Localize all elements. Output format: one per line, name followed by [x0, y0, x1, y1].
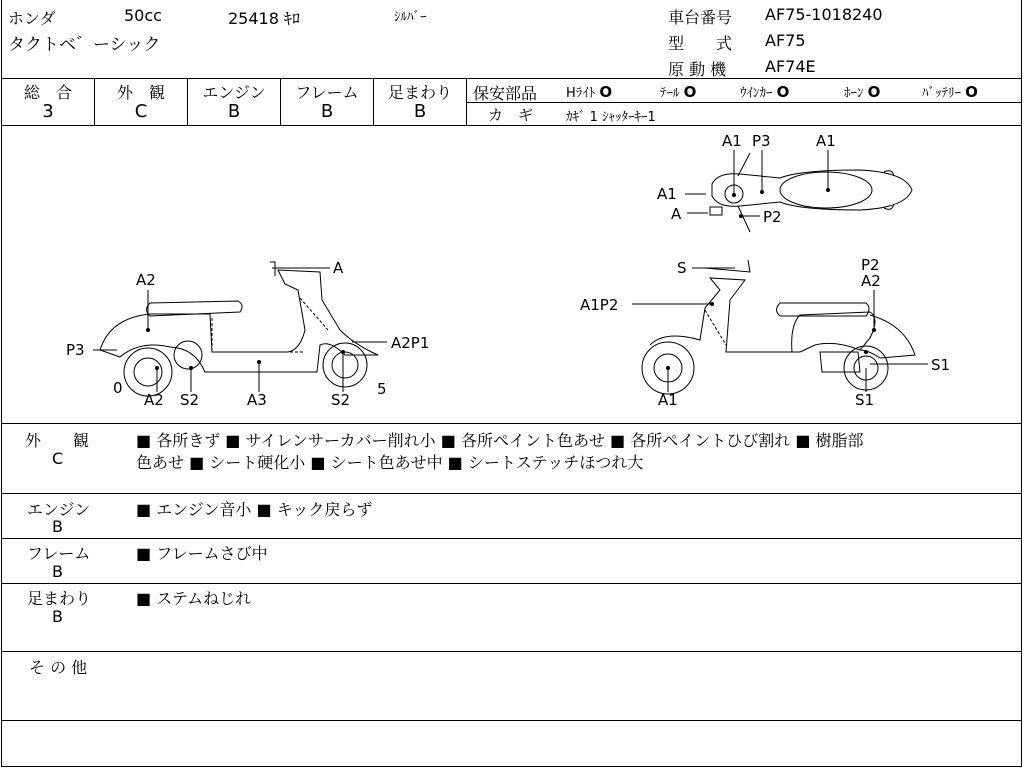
maker: ホンダ: [8, 9, 56, 28]
notes-engine-grade: B: [52, 517, 63, 536]
divider: [1, 583, 1022, 584]
damage-label: P3: [752, 132, 771, 150]
divider: [1, 766, 1022, 767]
damage-label: A3: [247, 391, 267, 409]
notes-exterior-label: 外 観: [25, 431, 90, 450]
divider: [1, 651, 1022, 652]
grade-exterior-label: 外 観: [116, 83, 165, 102]
grade-suspension-label: 足まわり: [387, 83, 452, 102]
color: ｼﾙﾊﾞｰ: [394, 10, 427, 25]
damage-label: A: [333, 259, 344, 277]
safety-item-tail: ﾃｰﾙ O: [660, 83, 697, 101]
grade-total-label: 総 合: [23, 83, 72, 102]
notes-suspension-label: 足まわり: [27, 589, 92, 608]
grade-total-value: 3: [42, 101, 54, 122]
chassis-label: 車台番号: [668, 8, 733, 27]
damage-label: A1: [816, 132, 836, 150]
notes-frame-text: ■ フレームさび中: [136, 544, 268, 563]
damage-label: S2: [331, 391, 351, 409]
damage-label: A2P1: [391, 334, 430, 352]
damage-label: A: [671, 205, 682, 223]
notes-suspension-text: ■ ステムねじれ: [136, 589, 252, 608]
key-label: カ ギ: [488, 106, 534, 124]
safety-item-horn: ﾎｰﾝ O: [844, 83, 881, 101]
divider: [1, 720, 1022, 721]
damage-label: A2: [136, 271, 156, 289]
safety-item-winker: ｳｲﾝｶｰ O: [740, 83, 790, 101]
displacement: 50cc: [124, 6, 162, 25]
grade-engine-label: エンジン: [202, 83, 266, 102]
grade-suspension-value: B: [413, 101, 427, 122]
grade-frame-label: フレーム: [295, 83, 359, 102]
notes-exterior-text: ■ 各所きず ■ サイレンサーカバー削れ小 ■ 各所ペイント色あせ ■ 各所ペイントひび割れ ■ 樹脂部: [136, 431, 864, 450]
damage-label: A1P2: [580, 296, 619, 314]
grade-exterior-value: C: [134, 101, 148, 122]
damage-label: A1: [658, 391, 678, 409]
notes-exterior-text-cont: 色あせ ■ シート硬化小 ■ シート色あせ中 ■ シートステッチほつれ大: [136, 453, 644, 472]
damage-label: S1: [931, 356, 951, 374]
key-value: ｶｷﾞ 1 ｼｬｯﾀｰｷｰ1: [566, 110, 656, 125]
damage-label: P2: [763, 208, 782, 226]
notes-suspension-grade: B: [52, 607, 63, 626]
grade-frame-value: B: [320, 101, 334, 122]
type-value: AF75: [765, 31, 806, 50]
damage-label: 0: [113, 379, 123, 397]
type-label: 型 式: [668, 34, 733, 53]
scooter-top: [710, 153, 912, 232]
grade-engine-value: B: [227, 101, 241, 122]
damage-label: S: [677, 259, 687, 277]
engine-model-value: AF74E: [765, 57, 816, 76]
safety-label: 保安部品: [473, 84, 538, 103]
notes-engine-text: ■ エンジン音小 ■ キック戻らず: [136, 500, 373, 519]
safety-item-battery: ﾊﾞｯﾃﾘｰ O: [922, 83, 978, 101]
damage-label: S1: [855, 391, 875, 409]
notes-frame-grade: B: [52, 562, 63, 581]
damage-label: S2: [180, 391, 200, 409]
notes-other-label: そ の 他: [29, 658, 88, 677]
damage-label: 5: [377, 380, 387, 398]
notes-frame-label: フレーム: [27, 544, 91, 563]
damage-label: P2: [861, 256, 880, 274]
damage-label: A1: [722, 132, 742, 150]
model-name: タクトベ゛ーシック: [8, 35, 161, 55]
damage-label: P3: [66, 341, 85, 359]
divider: [1, 538, 1022, 539]
damage-label: A1: [657, 185, 677, 203]
divider: [1, 493, 1022, 494]
safety-item-headlight: Hﾗｲﾄ O: [566, 83, 613, 101]
damage-label: A2: [144, 391, 164, 409]
notes-engine-label: エンジン: [27, 500, 91, 519]
notes-exterior-grade: C: [52, 449, 64, 468]
engine-model-label: 原 動 機: [668, 60, 727, 79]
mileage: 25418 ｷﾛ: [228, 9, 300, 28]
damage-label: A2: [861, 272, 881, 290]
chassis-value: AF75-1018240: [765, 5, 883, 24]
